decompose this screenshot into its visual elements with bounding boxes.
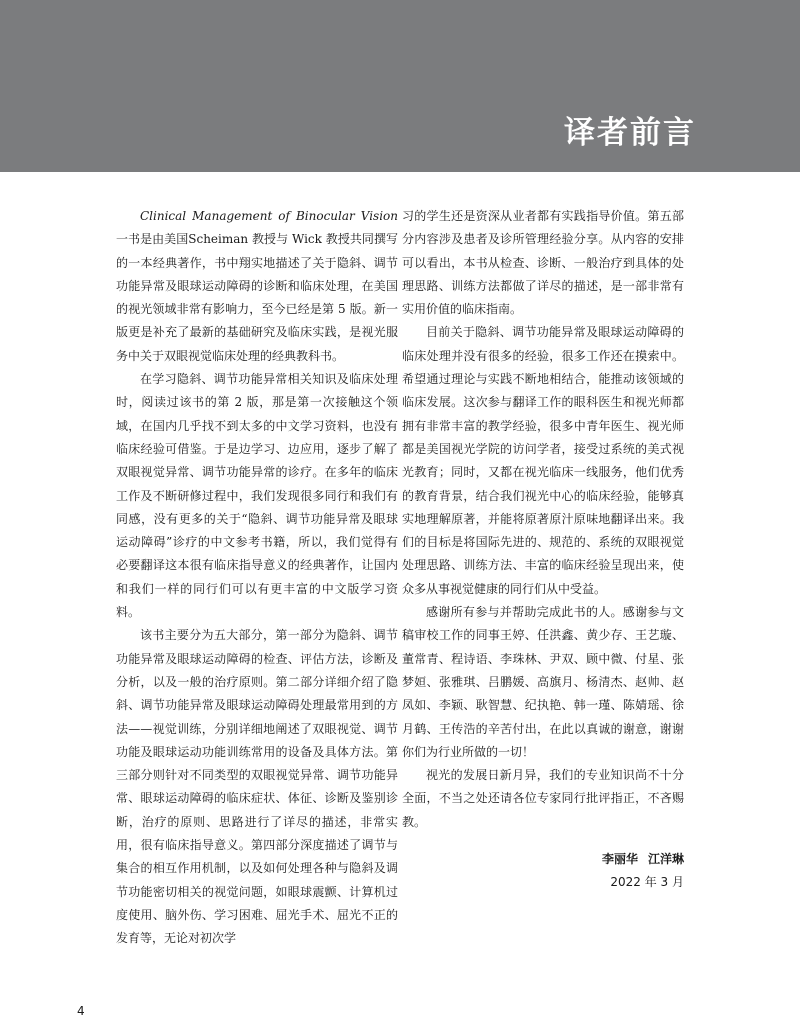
paragraph-intro-text: 一书是由美国Scheiman 教授与 Wick 教授共同撰写的一本经典著作，书中翔实地描述了关于隐斜、调节功能异常及眼球运动障碍的诊断和临床处理，在美国的视光领域非常有影响力，至今已经是第 5 版。新一版更是补充了最新的基础研究及临床实践，是视光服务中关于双眼视觉临床处理的经典教科书。 <box>116 232 398 363</box>
translator-name: 江洋琳 <box>647 852 684 867</box>
page-number: 4 <box>77 1004 85 1018</box>
paragraph-structure-continued: 习的学生还是资深从业者都有实践指导价值。第五部分内容涉及患者及诊所管理经验分享。从内容的安排可以看出，本书从检查、诊断、一般治疗到具体的处理思路、训练方法都做了详尽的描述，是一部非常有实用价值的临床指南。 <box>402 209 684 317</box>
translator-names <box>602 852 684 866</box>
translator-name: 李丽华 <box>601 852 638 867</box>
page-title: 译者前言 <box>564 115 696 151</box>
paragraph-structure: 该书主要分为五大部分，第一部分为隐斜、调节功能异常及眼球运动障碍的检查、评估方法，诊断及分析，以及一般的治疗原则。第二部分详细介绍了隐斜、调节功能异常及眼球运动障碍处理最常用到的方法——视觉训练，分别详细地阐述了双眼视觉、调节功能及眼球运动功能训练常用的设备及具体方法。第三部分则针对不同类型的双眼视觉异常、调节功能异常、眼球运动障碍的临床症状、体征、诊断及鉴别诊断，治疗的原则、思路进行了详尽的描述，非常实用，很有临床指导意义。第四部分深度描述了调节与集合的相互作用机制，以及如何处理各种与隐斜及调节功能密切相关的视觉问题，如眼球震颤、计算机过度使用、脑外伤、学习困难、屈光手术、屈光不正的发育等，无论对初次学 <box>116 628 398 946</box>
text-column-left <box>116 205 398 951</box>
signature-date: 2022 年 3 月 <box>610 875 684 890</box>
paragraph-intro <box>116 205 398 368</box>
paragraph-acknowledgements: 感谢所有参与并帮助完成此书的人。感谢参与文稿审校工作的同事王婷、任洪鑫、黄少存、王艺璇、董常青、程诗语、李珠林、尹双、顾中微、付星、张梦姮、张雅琪、吕鹏媛、高旗月、杨清杰、赵帅、赵凤如、李颖、耿智慧、纪执艳、韩一瑾、陈婧瑶、徐月鹤、王传浩的辛苦付出，在此以真诚的谢意，谢谢你们为行业所做的一切！ <box>402 605 684 759</box>
paragraph-goals: 目前关于隐斜、调节功能异常及眼球运动障碍的临床处理并没有很多的经验，很多工作还在摸索中。希望通过理论与实践不断地相结合，能推动该领域的临床发展。这次参与翻译工作的眼科医生和视光师都拥有非常丰富的教学经验，很多中青年医生、视光师都是美国视光学院的访问学者，接受过系统的美式视光教育；同时，又都在视光临床一线服务，他们优秀的教育背景，结合我们视光中心的临床经验，能够真实地理解原著，并能将原著原汁原味地翻译出来。我们的目标是将国际先进的、规范的、系统的双眼视觉处理思路、训练方法、丰富的临床经验呈现出来，使众多从事视觉健康的同行们从中受益。 <box>402 325 684 596</box>
paragraph-background: 在学习隐斜、调节功能异常相关知识及临床处理时，阅读过该书的第 2 版，那是第一次接触这个领域，在国内几乎找不到太多的中文学习资料，也没有临床经验可借鉴。于是边学习、边应用，逐步了解了双眼视觉异常、调节功能异常的诊疗。在多年的临床工作及不断研修过程中，我们发现很多同行和我们有同感，没有更多的关于“隐斜、调节功能异常及眼球运动障碍”诊疗的中文参考书籍，所以，我们觉得有必要翻译这本很有临床指导意义的经典著作，让国内和我们一样的同行们可以有更丰富的中文版学习资料。 <box>116 372 398 620</box>
paragraph-closing: 视光的发展日新月异，我们的专业知识尚不十分全面，不当之处还请各位专家同行批评指正，不吝赐教。 <box>402 768 684 829</box>
book-title: Clinical Management of Binocular Vision <box>140 209 398 223</box>
text-column-right <box>402 205 684 895</box>
header-band <box>0 0 800 172</box>
signature <box>402 848 684 871</box>
